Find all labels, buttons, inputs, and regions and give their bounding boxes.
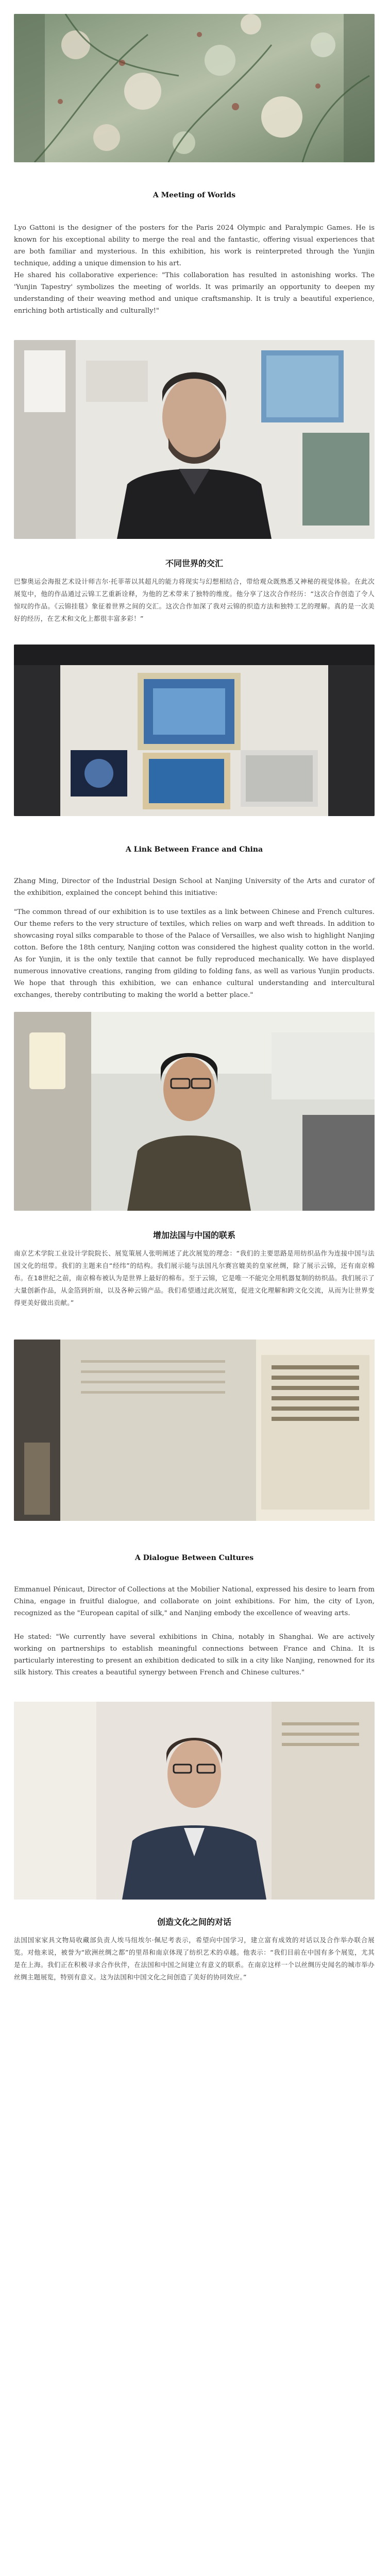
zhang-ming-portrait-photo	[14, 1012, 375, 1211]
gattoni-portrait-photo	[14, 340, 375, 539]
section-heading-zh-link: 增加法国与中国的联系	[153, 1230, 235, 1240]
exhibition-wall-photo	[14, 645, 375, 816]
penicaut-portrait-photo	[14, 1702, 375, 1900]
exhibition-corridor-photo	[14, 1340, 375, 1521]
section-heading-link-france-china: A Link Between France and China	[125, 845, 263, 854]
paragraph-zh-gattoni: 巴黎奥运会海报艺术设计师吉尔·托菲蒂以其超凡的能力将现实与幻想相结合，带给观众既熟悉又神秘的视觉体验。在此次展览中，他的作品通过云锦工艺重新诠释，为他的艺术带来了独特的维度。他分享了这次合作经历：“这次合作创造了令人惊叹的作品。《云锦挂毯》象征着世界之间的交汇。这次合作加深了我对云锦的织造方法和独特工艺的理解。真的是一次美好的经历，在艺术和文化上都很丰富多彩！”	[14, 578, 375, 622]
section-heading-dialogue-cultures: A Dialogue Between Cultures	[134, 1554, 254, 1562]
paragraph-zhang-ming-intro: Zhang Ming, Director of the Industrial Design School at Nanjing University of the Arts and curator of the exhibition, explained the concept behind this initiative:	[14, 877, 375, 897]
paragraph-gattoni-intro: Lyo Gattoni is the designer of the posters for the Paris 2024 Olympic and Paralympic Games. He is known for his exceptional ability to merge the real and the fantastic, offering visual experiences that are both familiar and mysterious. In this exhibition, his work is reinterpreted through the Yunjin technique, adding a unique dimension to his art.	[14, 224, 375, 267]
paragraph-zhang-ming-quote: "The common thread of our exhibition is to use textiles as a link between Chinese and French cultures. Our theme refers to the very structure of textiles, which relies on warp and weft threads. In addition to showcasing royal silks comparable to those of the Palace of Versailles, we also wish to highlight Nanjing cotton. Before the 18th century, Nanjing cotton was considered the highest quality cotton in the world. As for Yunjin, it is the only textile that cannot be fully reproduced mechanically. We have displayed numerous innovative creations, ranging from gilding to folding fans, as well as various Yunjin products. We hope that through this exhibition, we can enhance cultural understanding and intercultural exchanges, thereby contributing to making the world a better place."	[14, 908, 375, 999]
section-heading-meeting-of-worlds: A Meeting of Worlds	[153, 191, 236, 199]
paragraph-gattoni-quote: He shared his collaborative experience: "This collaboration has resulted in astonishing works. The 'Yunjin Tapestry' symbolizes the meeting of worlds. It was primarily an opportunity to deepen my understanding of their weaving method and unique craftsmanship. It is truly a beautiful experience, enriching both artistically and culturally!"	[14, 272, 375, 315]
paragraph-penicaut-intro: Emmanuel Pénicaut, Director of Collections at the Mobilier National, expressed his desire to learn from China, engage in fruitful dialogue, and collaborate on joint exhibitions. For him, the city of Lyon, recognized as the "European capital of silk," and Nanjing embody the excellence of weaving arts.	[14, 1586, 375, 1617]
tapestry-photo	[14, 14, 375, 162]
paragraph-zh-penicaut: 法国国家家具文物局收藏部负责人埃马纽埃尔·佩尼考表示，希望向中国学习，建立富有成效的对话以及合作举办联合展览。对他来说，被誉为“欧洲丝绸之都”的里昂和南京体现了纺织艺术的卓越。他表示：“我们目前在中国有多个展览，尤其是在上海。我们正在积极寻求合作伙伴，在法国和中国之间建立有意义的联系。在南京这样一个以丝绸历史闻名的城市举办丝绸主题展览，特别有意义。这为法国和中国文化之间创造了美好的协同效应。”	[14, 1936, 375, 1981]
paragraph-penicaut-quote: He stated: "We currently have several exhibitions in China, notably in Shanghai. We are actively working on partnerships to establish meaningful connections between France and China. It is particularly interesting to present an exhibition dedicated to silk in a city like Nanjing, renowned for its silk history. This creates a beautiful synergy between French and Chinese cultures."	[14, 1633, 375, 1676]
section-heading-zh-dialogue: 创造文化之间的对话	[157, 1917, 231, 1927]
paragraph-zh-zhang-ming: 南京艺术学院工业设计学院院长、展览策展人张明阐述了此次展览的理念：“我们的主要思路是用纺织品作为连接中国与法国文化的纽带。我们的主题来自“经纬”的结构。我们展示能与法国凡尔赛宫媲美的皇家丝绸，除了展示云锦，还有南京棉布。在18世纪之前，南京棉布被认为是世界上最好的棉布。至于云锦，它是唯一不能完全用机器复制的纺织品。我们展示了大量创新作品，从金箔到折扇，以及各种云锦产品。我们希望通过此次展览，促进文化理解和跨文化交流，从而为让世界变得更美好做出贡献。”	[14, 1249, 375, 1307]
section-heading-zh-meeting: 不同世界的交汇	[165, 558, 223, 568]
